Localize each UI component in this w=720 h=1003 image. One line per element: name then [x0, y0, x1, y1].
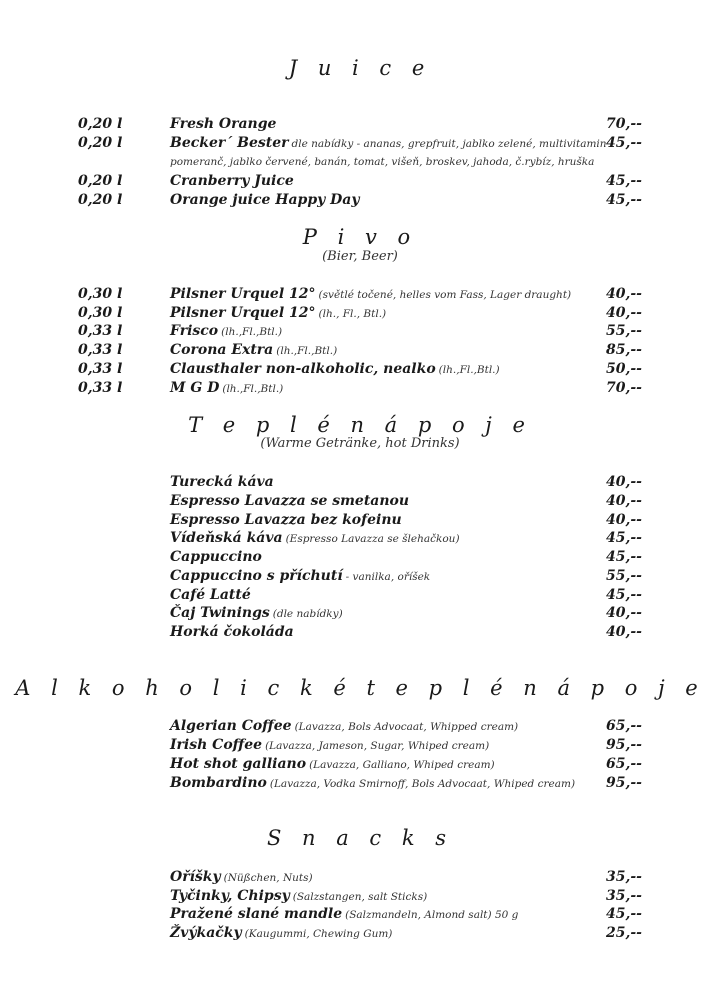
item-volume: 0,20 l [78, 173, 123, 189]
item-name: Espresso Lavazza bez kofeinu [170, 512, 402, 528]
menu-item [78, 286, 642, 305]
item-price: 40,-- [606, 624, 642, 640]
menu-item [78, 568, 642, 587]
section-title-alkoholicke: A l k o h o l i c k é t e p l é n á p o j e [15, 676, 705, 700]
menu-item [78, 173, 642, 192]
item-name: Cranberry Juice [170, 173, 294, 189]
item-name: Pilsner Urquel 12° [170, 305, 316, 321]
menu-item [78, 737, 642, 756]
item-name: Pražené slané mandle [170, 906, 343, 922]
menu-item [78, 925, 642, 944]
item-volume: 0,20 l [78, 192, 123, 208]
item-price: 45,-- [606, 587, 642, 603]
item-price: 65,-- [606, 756, 642, 772]
item-price: 55,-- [606, 323, 642, 339]
item-name: Café Latté [170, 587, 251, 603]
menu-item [78, 192, 642, 211]
section-title-teple-napoje: T e p l é n á p o j e [188, 413, 532, 437]
item-name: Turecká káva [170, 474, 274, 490]
item-price: 95,-- [606, 737, 642, 753]
menu-item [78, 135, 642, 154]
item-name: Cappuccino s příchutí [170, 568, 343, 584]
item-price: 45,-- [606, 906, 642, 922]
item-price: 45,-- [606, 135, 642, 151]
item-price: 35,-- [606, 888, 642, 904]
section-subtitle-pivo: (Bier, Beer) [322, 249, 398, 264]
item-name: Vídeňská káva [170, 530, 283, 546]
menu-item [78, 869, 642, 888]
menu-item [78, 605, 642, 624]
item-description: (Lavazza, Galliano, Whiped cream) [309, 759, 495, 771]
item-description: (Nüßchen, Nuts) [223, 872, 313, 884]
item-name: Fresh Orange [170, 116, 277, 132]
item-price: 70,-- [606, 380, 642, 396]
item-name: Tyčinky, Chipsy [170, 888, 290, 904]
menu-item [78, 361, 642, 380]
menu-item [78, 587, 642, 606]
item-description-continued: pomeranč, jablko červené, banán, tomat, višeň, broskev, jahoda, č.rybíz, hruška [170, 156, 595, 168]
item-description: (světlé točené, helles vom Fass, Lager draught) [318, 289, 572, 301]
section-title-juice: J u i c e [288, 56, 432, 80]
item-description: (lh., Fl., Btl.) [318, 308, 387, 320]
menu-item [78, 512, 642, 531]
item-price: 25,-- [606, 925, 642, 941]
item-volume: 0,33 l [78, 380, 123, 396]
item-description: (Lavazza, Vodka Smirnoff, Bols Advocaat, Whiped cream) [269, 778, 576, 790]
item-name: Pilsner Urquel 12° [170, 286, 316, 302]
item-volume: 0,20 l [78, 116, 123, 132]
item-name: Frisco [170, 323, 219, 339]
menu-item [78, 888, 642, 907]
item-price: 40,-- [606, 493, 642, 509]
item-description: (lh.,Fl.,Btl.) [222, 383, 284, 395]
menu-item [78, 305, 642, 324]
menu-item [78, 342, 642, 361]
item-price: 85,-- [606, 342, 642, 358]
section-title-pivo: P i v o [302, 225, 418, 249]
item-name: Becker´ Bester [170, 135, 289, 151]
item-name: Irish Coffee [170, 737, 263, 753]
item-description: (Kaugummi, Chewing Gum) [244, 928, 393, 940]
item-name: Orange juice Happy Day [170, 192, 360, 208]
menu-item [78, 775, 642, 794]
item-volume: 0,33 l [78, 323, 123, 339]
item-description: (Espresso Lavazza se šlehačkou) [285, 533, 460, 545]
menu-item [78, 493, 642, 512]
item-name: Clausthaler non-alkoholic, nealko [170, 361, 436, 377]
item-name: Algerian Coffee [170, 718, 292, 734]
item-name: Hot shot galliano [170, 756, 307, 772]
item-description: (lh.,Fl.,Btl.) [221, 326, 283, 338]
menu-item [78, 530, 642, 549]
item-volume: 0,33 l [78, 342, 123, 358]
menu-item [78, 624, 642, 643]
item-price: 35,-- [606, 869, 642, 885]
item-description: (Salzstangen, salt Sticks) [292, 891, 428, 903]
item-description: (Lavazza, Jameson, Sugar, Whiped cream) [265, 740, 490, 752]
menu-item [78, 323, 642, 342]
item-price: 70,-- [606, 116, 642, 132]
item-description: (lh.,Fl.,Btl.) [438, 364, 500, 376]
item-price: 45,-- [606, 549, 642, 565]
item-description: (Salzmandeln, Almond salt) 50 g [345, 909, 519, 921]
item-volume: 0,20 l [78, 135, 123, 151]
menu-item [78, 380, 642, 399]
item-price: 65,-- [606, 718, 642, 734]
menu-item [78, 718, 642, 737]
item-description: (Lavazza, Bols Advocaat, Whipped cream) [294, 721, 519, 733]
menu-item [78, 906, 642, 925]
item-price: 55,-- [606, 568, 642, 584]
item-price: 40,-- [606, 512, 642, 528]
item-name: Espresso Lavazza se smetanou [170, 493, 410, 509]
menu-item [78, 756, 642, 775]
menu-item [78, 474, 642, 493]
item-name: Cappuccino [170, 549, 262, 565]
section-title-snacks: S n a c k s [266, 826, 454, 850]
item-name: M G D [170, 380, 220, 396]
item-price: 45,-- [606, 530, 642, 546]
item-price: 45,-- [606, 173, 642, 189]
item-price: 45,-- [606, 192, 642, 208]
item-volume: 0,30 l [78, 286, 123, 302]
item-volume: 0,30 l [78, 305, 123, 321]
item-price: 40,-- [606, 286, 642, 302]
item-name: Horká čokoláda [170, 624, 294, 640]
item-price: 40,-- [606, 605, 642, 621]
item-name: Bombardino [170, 775, 267, 791]
item-volume: 0,33 l [78, 361, 123, 377]
item-description: - vanilka, oříšek [345, 571, 431, 583]
item-description: (lh.,Fl.,Btl.) [276, 345, 338, 357]
item-description: (dle nabídky) [272, 608, 343, 620]
item-price: 95,-- [606, 775, 642, 791]
section-subtitle-teple-napoje: (Warme Getränke, hot Drinks) [260, 436, 460, 451]
item-name: Žvýkačky [170, 925, 242, 941]
menu-item [78, 116, 642, 135]
item-name: Čaj Twinings [170, 605, 270, 621]
item-name: Oříšky [170, 869, 221, 885]
item-price: 40,-- [606, 474, 642, 490]
item-price: 50,-- [606, 361, 642, 377]
item-description: dle nabídky - ananas, grepfruit, jablko zelené, multivitamin [291, 138, 607, 150]
menu-item [78, 549, 642, 568]
item-price: 40,-- [606, 305, 642, 321]
item-name: Corona Extra [170, 342, 274, 358]
